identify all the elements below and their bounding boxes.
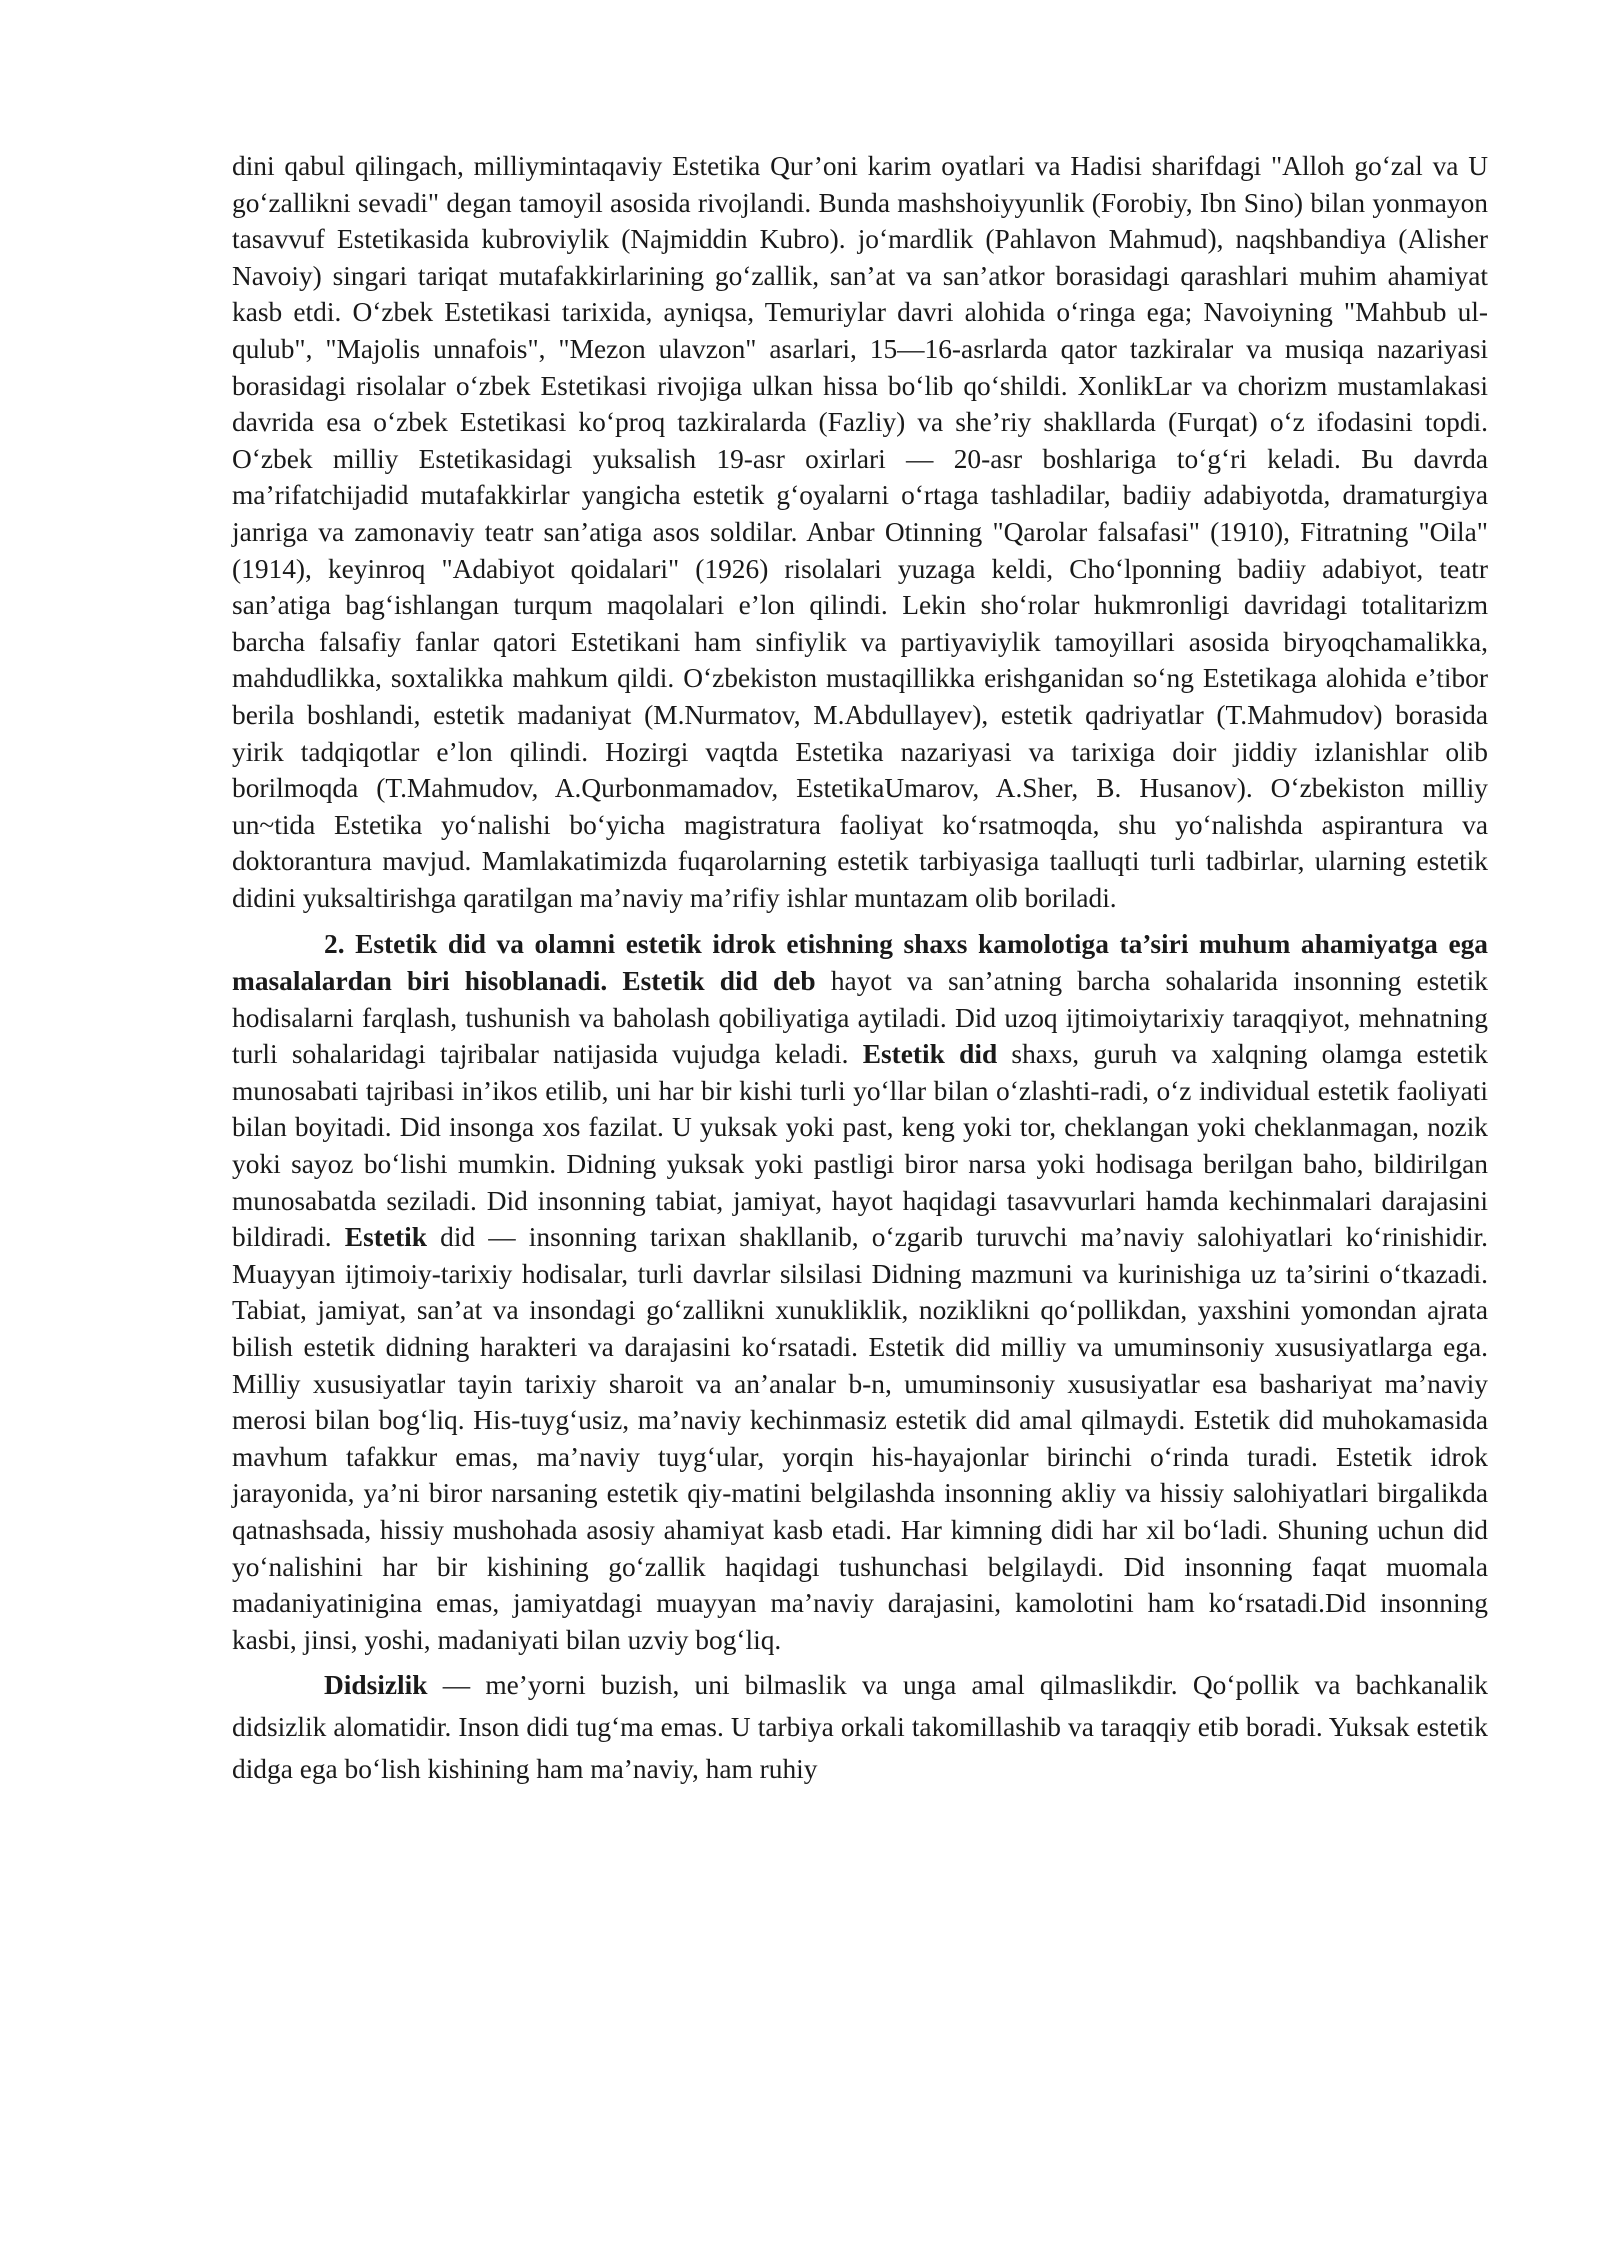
- paragraph-aesthetic-taste: [232, 926, 1488, 1658]
- term-estetik-did: Estetik did: [862, 1039, 998, 1070]
- term-didsizlik: Didsizlik: [324, 1670, 428, 1701]
- term-estetik: Estetik: [344, 1222, 427, 1253]
- paragraph-didsizlik: [232, 1664, 1488, 1790]
- document-page: [232, 148, 1488, 1790]
- section-heading: 2. Estetik did va olamni estetik idrok etishning shaxs kamolotiga ta’siri muhum ahamiyatga ega masalalardan biri hisoblanadi.: [232, 929, 1488, 997]
- paragraph-text: hayot va san’atning barcha sohalarida insonning estetik hodisalarni farqlash, tushunish va baholash qobiliyatiga aytiladi. Did uzoq ijtimoiytarixiy taraqqiyot, mehnatning turli sohalaridagi tajribalar natijasida vujudga keladi.: [232, 966, 1488, 1070]
- paragraph-text: — me’yorni buzish, uni bilmaslik va unga amal qilmaslikdir. Qo‘pollik va bachkanalik didsizlik alomatidir. Inson didi tug‘ma emas. U tarbiya orkali takomillashib va taraqqiy etib boradi. Yuksak estetik didga ega bo‘lish kishining ham ma’naviy, ham ruhiy: [232, 1670, 1488, 1785]
- paragraph-history: dini qabul qilingach, milliymintaqaviy Estetika Qur’oni karim oyatlari va Hadisi sharifdagi "Alloh go‘zal va U go‘zallikni sevadi" degan tamoyil asosida rivojlandi. Bunda mashshoiyyunlik (Forobiy, Ibn Sino) bilan yonmayon tasavvuf Estetikasida kubroviylik (Najmiddin Kubro). jo‘mardlik (Pahlavon Mahmud), naqshbandiya (Alisher Navoiy) singari tariqat mutafakkirlarining go‘zallik, san’at va san’atkor borasidagi qarashlari muhim ahamiyat kasb etdi. O‘zbek Estetikasi tarixida, ayniqsa, Temuriylar davri alohida o‘ringa ega; Navoiyning "Mahbub ul-qulub", "Majolis unnafois", "Mezon ulavzon" asarlari, 15—16-asrlarda qator tazkiralar va musiqa nazariyasi borasidagi risolalar o‘zbek Estetikasi rivojiga ulkan hissa bo‘lib qo‘shildi. XonlikLar va chorizm mustamlakasi davrida esa o‘zbek Estetikasi ko‘proq tazkiralarda (Fazliy) va she’riy shakllarda (Furqat) o‘z ifodasini topdi. O‘zbek milliy Estetikasidagi yuksalish 19-asr oxirlari — 20-asr boshlariga to‘g‘ri keladi. Bu davrda ma’rifatchijadid mutafakkirlar yangicha estetik g‘oyalarni o‘rtaga tashladilar, badiiy adabiyotda, dramaturgiya janriga va zamonaviy teatr san’atiga asos soldilar. Anbar Otinning "Qarolar falsafasi" (1910), Fitratning "Oila" (1914), keyinroq "Adabiyot qoidalari" (1926) risolalari yuzaga keldi, Cho‘lponning badiiy adabiyot, teatr san’atiga bag‘ishlangan turqum maqolalari e’lon qilindi. Lekin sho‘rolar hukmronligi davridagi totalitarizm barcha falsafiy fanlar qatori Estetikani ham sinfiylik va partiyaviylik tamoyillari asosida biryoqchamalikka, mahdudlikka, soxtalikka mahkum qildi. O‘zbekiston mustaqillikka erishganidan so‘ng Estetikaga alohida e’tibor berila boshlandi, estetik madaniyat (M.Nurmatov, M.Abdullayev), estetik qadriyatlar (T.Mahmudov) borasida yirik tadqiqotlar e’lon qilindi. Hozirgi vaqtda Estetika nazariyasi va tarixiga doir jiddiy izlanishlar olib borilmoqda (T.Mahmudov, A.Qurbonmamadov, EstetikaUmarov, A.Sher, B. Husanov). O‘zbekiston milliy un~tida Estetika yo‘nalishi bo‘yicha magistratura faoliyat ko‘rsatmoqda, shu yo‘nalishda aspirantura va doktorantura mavjud. Mamlakatimizda fuqarolarning estetik tarbiyasiga taalluqti turli tadbirlar, ularning estetik didini yuksaltirishga qaratilgan ma’naviy ma’rifiy ishlar muntazam olib boriladi.: [232, 151, 1488, 913]
- paragraph-text: shaxs, guruh va xalqning olamga estetik munosabati tajribasi in’ikos etilib, uni har bir kishi turli yo‘llar bilan o‘zlashti-radi, o‘z individual estetik faoliyati bilan boyitadi. Did insonga xos fazilat. U yuksak yoki past, keng yoki tor, cheklangan yoki cheklanmagan, nozik yoki sayoz bo‘lishi mumkin. Didning yuksak yoki pastligi biror narsa yoki hodisaga berilgan baho, bildirilgan munosabatda seziladi. Did insonning tabiat, jamiyat, hayot haqidagi tasavvurlari hamda kechinmalari darajasini bildiradi.: [232, 1039, 1488, 1253]
- term-estetik-did-deb: Estetik did deb: [622, 966, 816, 997]
- paragraph-text: did — insonning tarixan shakllanib, o‘zgarib turuvchi ma’naviy salohiyatlari ko‘rinishidir. Muayyan ijtimoiy-tarixiy hodisalar, turli davrlar silsilasi Didning mazmuni va kurinishiga uz ta’sirini o‘tkazadi. Tabiat, jamiyat, san’at va insondagi go‘zallikni xunukliklik, noziklikni qo‘pollikdan, yaxshini yomondan ajrata bilish estetik didning harakteri va darajasini ko‘rsatadi. Estetik did milliy va umuminsoniy xususiyatlarga ega. Milliy xususiyatlar tayin tarixiy sharoit va an’analar b-n, umuminsoniy xususiyatlar esa bashariyat ma’naviy merosi bilan bog‘liq. His-tuyg‘usiz, ma’naviy kechinmasiz estetik did amal qilmaydi. Estetik did muhokamasida mavhum tafakkur emas, ma’naviy tuyg‘ular, yorqin his-hayajonlar birinchi o‘rinda turadi. Estetik idrok jarayonida, ya’ni biror narsaning estetik qiy-matini belgilashda insonning akliy va hissiy salohiyatlari birgalikda qatnashsada, hissiy mushohada asosiy ahamiyat kasb etadi. Har kimning didi har xil bo‘ladi. Shuning uchun did yo‘nalishini har bir kishining go‘zallik haqidagi tushunchasi belgilaydi. Did insonning faqat muomala madaniyatinigina emas, jamiyatdagi muayyan ma’naviy darajasini, kamolotini ham ko‘rsatadi.Did insonning kasbi, jinsi, yoshi, madaniyati bilan uzviy bog‘liq.: [232, 1222, 1488, 1655]
